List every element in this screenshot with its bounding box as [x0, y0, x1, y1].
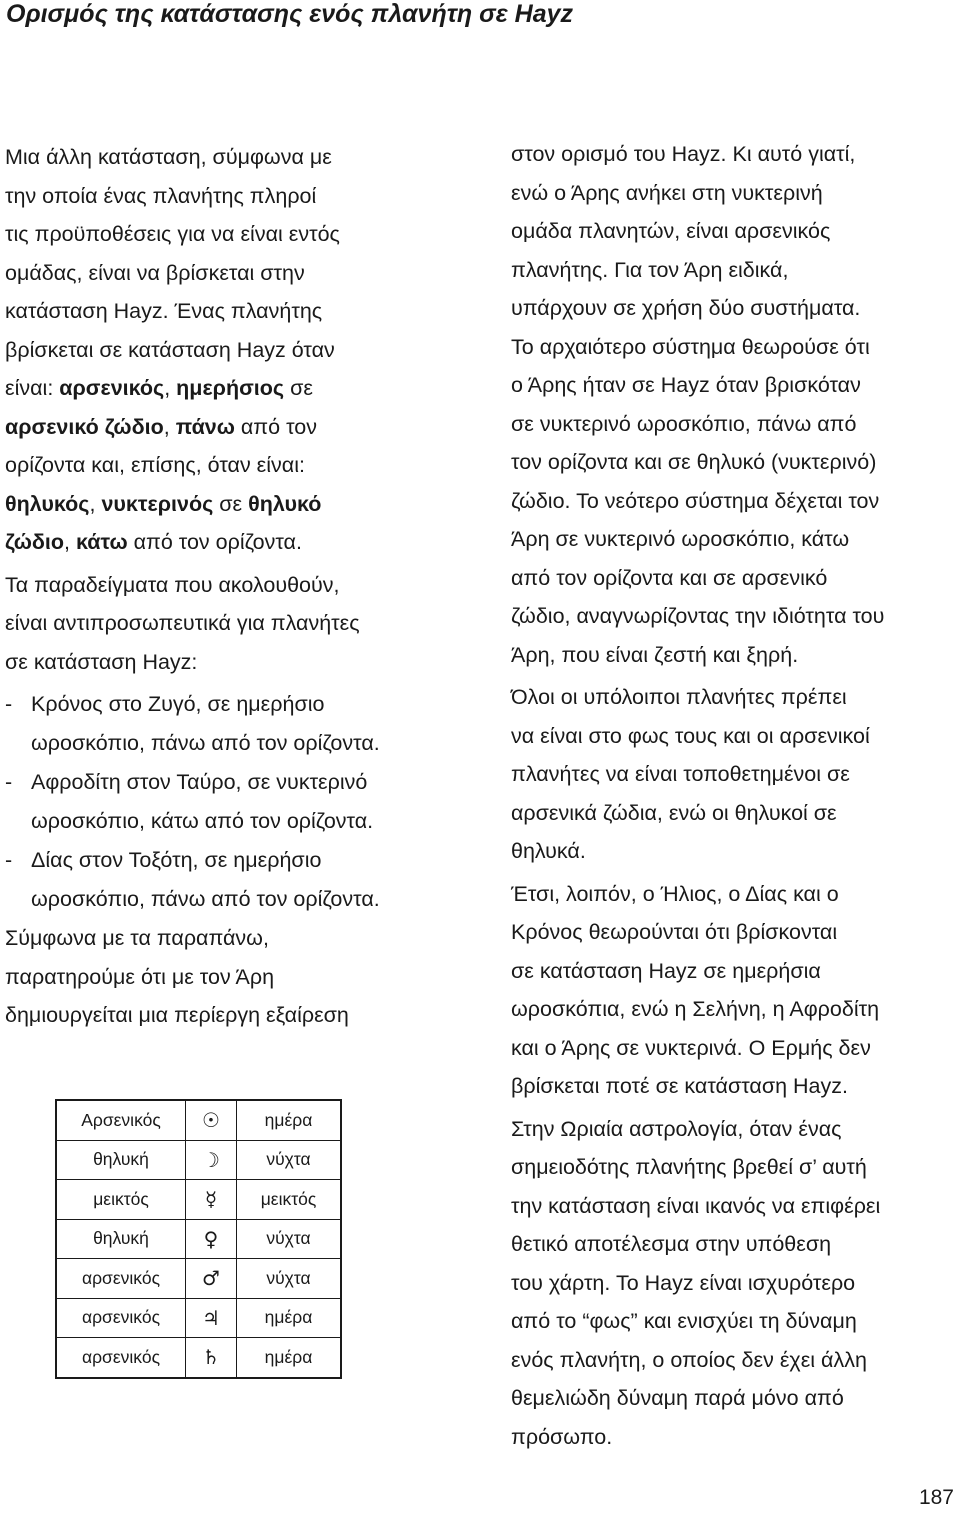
paragraph-mars-systems	[511, 135, 959, 674]
text-line: ο Άρης ήταν σε Hayz όταν βρισκόταν	[511, 373, 861, 397]
text-line	[5, 523, 475, 562]
table-row	[56, 1338, 341, 1378]
page-title: Ορισμός της κατάστασης ενός πλανήτη σε Hayz	[6, 0, 574, 28]
text-line: ωροσκόπιο, πάνω από τον ορίζοντα.	[31, 730, 380, 755]
term-diurnal: ημερήσιος	[176, 376, 285, 400]
text-run: σε	[284, 376, 313, 400]
jupiter-icon: ♃	[186, 1298, 237, 1338]
sect-cell: νύχτα	[237, 1140, 342, 1180]
moon-icon: ☽	[186, 1140, 237, 1180]
term-nocturnal: νυκτερινός	[101, 491, 214, 516]
text-line: παρατηρούμε ότι με τον Άρη	[5, 964, 275, 989]
text-line: Κρόνος στο Ζυγό, σε ημερήσιο	[31, 692, 325, 716]
list-dash: -	[5, 770, 13, 794]
text-line: Όλοι οι υπόλοιποι πλανήτες πρέπει	[511, 685, 847, 709]
text-run: από τον	[234, 414, 317, 439]
list-item	[5, 763, 475, 840]
table-row	[56, 1100, 341, 1140]
text-line	[5, 369, 475, 408]
text-line: Στην Ωριαία αστρολογία, όταν ένας	[511, 1116, 842, 1141]
text-run: ,	[164, 376, 177, 400]
page-number: 187	[918, 1486, 954, 1509]
text-run: ,	[163, 414, 176, 439]
table-row	[56, 1219, 341, 1259]
paragraph-mars-exception	[5, 919, 475, 1035]
text-line: βρίσκεται σε κατάσταση Hayz όταν	[5, 337, 335, 362]
text-line: σε νυκτερινό ωροσκόπιο, πάνω από	[511, 411, 857, 436]
sect-cell: νύχτα	[237, 1219, 342, 1259]
gender-cell: θηλυκή	[56, 1140, 186, 1180]
text-line: σημειοδότης πλανήτης βρεθεί σ’ αυτή	[511, 1155, 867, 1179]
text-line: ενός πλανήτη, ο οποίος δεν έχει άλλη	[511, 1347, 867, 1372]
text-line: ομάδας, είναι να βρίσκεται στην	[5, 260, 305, 285]
text-line: ζώδιο, αναγνωρίζοντας την ιδιότητα του	[511, 604, 885, 628]
text-line: από τον ορίζοντα και σε αρσενικό	[511, 565, 828, 590]
gender-cell: αρσενικός	[56, 1259, 186, 1299]
mars-icon: ♂	[186, 1259, 237, 1299]
table-row	[56, 1298, 341, 1338]
text-line: ωροσκόπιο, πάνω από τον ορίζοντα.	[31, 886, 380, 911]
text-line: υπάρχουν σε χρήση δύο συστήματα.	[511, 296, 861, 320]
text-line: σε κατάσταση Hayz:	[5, 649, 198, 674]
text-line: θεμελιώδη δύναμη παρά μόνο από	[511, 1386, 844, 1410]
text-line: Δίας στον Τοξότη, σε ημερήσιο	[31, 848, 322, 872]
list-item	[5, 841, 475, 918]
gender-cell: αρσενικός	[56, 1338, 186, 1378]
text-line: ζώδιο. Το νεότερο σύστημα δέχεται τον	[511, 488, 880, 513]
text-line: θετικό αποτέλεσμα στην υπόθεση	[511, 1232, 832, 1256]
text-line: Τα παραδείγματα που ακολουθούν,	[5, 572, 340, 597]
left-column	[5, 138, 475, 1039]
text-line: ομάδα πλανητών, είναι αρσενικός	[511, 219, 831, 243]
text-line: είναι αντιπροσωπευτικά για πλανήτες	[5, 611, 360, 635]
sun-icon: ☉	[186, 1100, 237, 1140]
text-line: αρσενικά ζώδια, ενώ οι θηλυκοί σε	[511, 800, 837, 825]
text-line: του χάρτη. Το Hayz είναι ισχυρότερο	[511, 1270, 856, 1295]
text-line: θηλυκά.	[511, 839, 586, 863]
text-line: τον ορίζοντα και σε θηλυκό (νυκτερινό)	[511, 450, 877, 474]
paragraph-horary	[511, 1110, 959, 1457]
mercury-icon: ☿	[186, 1180, 237, 1220]
text-line: να είναι στο φως τους και οι αρσενικοί	[511, 723, 870, 748]
text-line: Το αρχαιότερο σύστημα θεωρούσε ότι	[511, 334, 870, 359]
gender-cell: μεικτός	[56, 1180, 186, 1220]
text-line: Κρόνος θεωρούνται ότι βρίσκονται	[511, 920, 838, 944]
paragraph-other-planets	[511, 678, 959, 871]
planet-sect-table	[55, 1099, 342, 1379]
term-sign: ζώδιο	[5, 530, 64, 554]
paragraph-hayz-definition	[5, 138, 475, 562]
sect-cell: μεικτός	[237, 1180, 342, 1220]
text-line: πλανήτης. Για τον Άρη ειδικά,	[511, 257, 789, 282]
sect-cell: ημέρα	[237, 1338, 342, 1378]
term-masculine-sign: αρσενικό ζώδιο	[5, 414, 164, 439]
sect-cell: ημέρα	[237, 1298, 342, 1338]
gender-cell: θηλυκή	[56, 1219, 186, 1259]
venus-icon: ♀	[186, 1219, 237, 1259]
text-line: κατάσταση Hayz. Ένας πλανήτης	[5, 299, 323, 323]
sect-cell: ημέρα	[237, 1100, 342, 1140]
text-line: Σύμφωνα με τα παραπάνω,	[5, 926, 269, 950]
text-line: βρίσκεται ποτέ σε κατάσταση Hayz.	[511, 1074, 848, 1098]
term-feminine: θηλυκός	[5, 491, 90, 516]
term-above: πάνω	[175, 414, 235, 439]
text-line: Άρη, που είναι ζεστή και ξηρή.	[511, 642, 799, 667]
text-run: ,	[89, 491, 102, 516]
right-column	[511, 135, 959, 1460]
text-line	[5, 485, 475, 524]
text-run: από τον ορίζοντα.	[127, 530, 302, 554]
text-run: ,	[64, 530, 76, 554]
text-line: και ο Άρης σε νυκτερινά. Ο Ερμής δεν	[511, 1035, 871, 1060]
text-line: τις προϋποθέσεις για να είναι εντός	[5, 222, 340, 246]
paragraph-examples-intro	[5, 566, 475, 682]
sect-cell: νύχτα	[237, 1259, 342, 1299]
text-line: ορίζοντα και, επίσης, όταν είναι:	[5, 453, 305, 477]
term-masculine: αρσενικός	[59, 376, 165, 400]
text-line: ωροσκόπιο, κάτω από τον ορίζοντα.	[31, 808, 374, 833]
paragraph-summary	[511, 875, 959, 1106]
table-row	[56, 1140, 341, 1180]
list-dash: -	[5, 848, 13, 872]
text-run: είναι:	[5, 376, 60, 400]
text-line: στον ορισμό του Hayz. Κι αυτό γιατί,	[511, 142, 856, 166]
text-line: Άρη σε νυκτερινό ωροσκόπιο, κάτω	[511, 527, 850, 551]
table-row	[56, 1180, 341, 1220]
text-line: πλανήτες να είναι τοποθετημένοι σε	[511, 762, 850, 786]
text-line: ενώ ο Άρης ανήκει στη νυκτερινή	[511, 180, 823, 205]
text-line: Έτσι, λοιπόν, ο Ήλιος, ο Δίας και ο	[511, 881, 839, 906]
table-row	[56, 1259, 341, 1299]
text-run: σε	[213, 491, 249, 516]
text-line: την κατάσταση είναι ικανός να επιφέρει	[511, 1193, 881, 1218]
text-line: Μια άλλη κατάσταση, σύμφωνα με	[5, 145, 332, 169]
term-below: κάτω	[75, 530, 128, 554]
term-feminine-sign: θηλυκό	[248, 491, 322, 516]
text-line: σε κατάσταση Hayz σε ημερήσια	[511, 958, 821, 983]
text-line: Αφροδίτη στον Ταύρο, σε νυκτερινό	[31, 770, 368, 794]
gender-cell: Αρσενικός	[56, 1100, 186, 1140]
text-line: πρόσωπο.	[511, 1424, 613, 1449]
text-line	[5, 408, 475, 447]
saturn-icon: ♄	[186, 1338, 237, 1378]
text-line: ωροσκόπια, ενώ η Σελήνη, η Αφροδίτη	[511, 997, 880, 1021]
text-line: δημιουργείται μια περίεργη εξαίρεση	[5, 1003, 349, 1027]
gender-cell: αρσενικός	[56, 1298, 186, 1338]
text-line: από το “φως” και ενισχύει τη δύναμη	[511, 1309, 857, 1333]
list-item	[5, 685, 475, 762]
list-dash: -	[5, 692, 13, 716]
text-line: την οποία ένας πλανήτης πληροί	[5, 183, 317, 208]
